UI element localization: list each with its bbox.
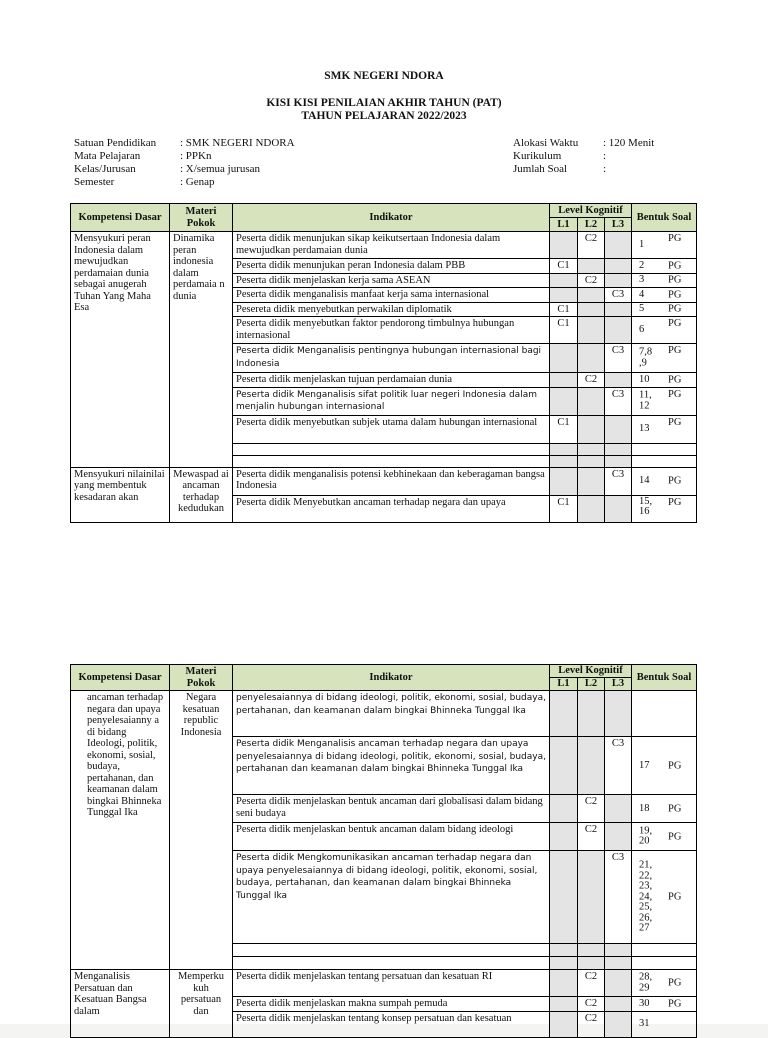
l1-cell: C1 [550, 495, 578, 522]
soal-type: PG [668, 802, 682, 814]
l1-cell [550, 691, 578, 737]
l1-cell [550, 387, 578, 415]
bentuk-cell [632, 997, 697, 1012]
soal-type: PG [668, 233, 682, 244]
bentuk-cell [632, 232, 697, 259]
l2-cell [578, 851, 605, 944]
l1-cell [550, 823, 578, 851]
meta-value-jumlah-soal: : [603, 163, 607, 175]
indikator-cell: Peserta didik menyebutkan subjek utama dalam hubungan internasional [233, 415, 550, 443]
meta-label-alokasi: Alokasi Waktu [513, 137, 579, 149]
meta-label-kurikulum: Kurikulum [513, 150, 562, 162]
l2-cell [578, 415, 605, 443]
soal-number: 6 [639, 324, 645, 335]
meta-value-alokasi: : 120 Menit [603, 137, 655, 149]
header-l3: L3 [605, 218, 632, 232]
bentuk-cell [632, 387, 697, 415]
indikator-cell: Peserta didik menjelaskan tujuan perdamaian dunia [233, 373, 550, 388]
l3-cell: C3 [605, 737, 632, 795]
bentuk-cell [632, 288, 697, 303]
soal-number: 5 [639, 303, 645, 315]
soal-type: PG [668, 388, 682, 400]
bentuk-cell [632, 415, 697, 443]
soal-type: PG [668, 318, 682, 329]
l2-cell: C2 [578, 373, 605, 388]
l2-cell: C2 [578, 273, 605, 288]
meta-label-jumlah-soal: Jumlah Soal [513, 163, 568, 175]
l3-cell [605, 691, 632, 737]
soal-number: 10 [639, 373, 650, 385]
indikator-cell: Peserta didik menjelaskan bentuk ancaman dalam bidang ideologi [233, 823, 550, 851]
kd-cell: Mensyukuri nilainilai yang membentuk kesadaran akan [71, 467, 170, 522]
bentuk-cell [632, 302, 697, 317]
l1-cell: C1 [550, 415, 578, 443]
soal-number: 11, 12 [639, 389, 652, 411]
soal-number: 28, 29 [639, 971, 653, 993]
header-l2: L2 [578, 678, 605, 691]
soal-number: 21, 22, 23, 24, 25, 26, 27 [639, 859, 653, 934]
meta-label-satuan: Satuan Pendidikan [74, 137, 157, 149]
soal-type: PG [668, 891, 682, 903]
bentuk-cell [632, 373, 697, 388]
l3-cell [605, 997, 632, 1012]
l2-cell [578, 317, 605, 344]
l3-cell [605, 970, 632, 997]
soal-type: PG [668, 416, 682, 428]
soal-type: PG [668, 260, 682, 271]
l3-cell [605, 373, 632, 388]
l3-cell: C3 [605, 387, 632, 415]
l1-cell: C1 [550, 259, 578, 274]
l3-cell: C3 [605, 851, 632, 944]
soal-number: 2 [639, 259, 645, 271]
soal-number: 31 [639, 1018, 650, 1029]
school-name: SMK NEGERI NDORA [324, 70, 444, 82]
soal-number: 15, 16 [639, 495, 653, 517]
bentuk-cell [632, 691, 697, 737]
table-row [71, 467, 697, 495]
indikator-cell: Peserta didik Menganalisis ancaman terhadap negara dan upaya penyelesaiannya di bidang ideologi, politik, ekonomi, sosial, budaya, pertahanan dan keamanan dalam bingkai Bhinneka Tunggal Ika [233, 737, 550, 795]
document-title: KISI KISI PENILAIAN AKHIR TAHUN (PAT) [266, 97, 502, 109]
l2-cell: C2 [578, 997, 605, 1012]
indikator-cell: Peserta didik menunjukan peran Indonesia dalam PBB [233, 259, 550, 274]
l1-cell [550, 970, 578, 997]
bentuk-cell [632, 1011, 697, 1037]
soal-number: 4 [639, 288, 645, 300]
bentuk-cell [632, 970, 697, 997]
l2-cell [578, 387, 605, 415]
l2-cell: C2 [578, 232, 605, 259]
l3-cell: C3 [605, 344, 632, 373]
l1-cell: C1 [550, 317, 578, 344]
header-materi-pokok: Materi Pokok [170, 665, 233, 691]
kd-cell: ancaman terhadap negara dan upaya penyelesaianny a di bidang Ideologi, politik, ekonomi, sosial, budaya, pertahanan, dan keamanan dalam bingkai Bhinneka Tunggal Ika [71, 691, 170, 970]
header-kompetensi-dasar: Kompetensi Dasar [71, 665, 170, 691]
meta-label-kelas: Kelas/Jurusan [74, 163, 136, 175]
table-row [71, 232, 697, 259]
l2-cell: C2 [578, 823, 605, 851]
meta-value-mapel: : PPKn [180, 150, 212, 162]
l1-cell [550, 1011, 578, 1037]
l3-cell [605, 232, 632, 259]
soal-number: 3 [639, 274, 645, 286]
l2-cell [578, 288, 605, 303]
soal-type: PG [668, 475, 682, 487]
l2-cell [578, 344, 605, 373]
soal-number: 1 [639, 239, 645, 250]
soal-type: PG [668, 374, 682, 385]
l1-cell [550, 467, 578, 495]
l3-cell: C3 [605, 467, 632, 495]
header-l1: L1 [550, 218, 578, 232]
l1-cell [550, 288, 578, 303]
soal-type: PG [668, 998, 682, 1009]
indikator-cell: Peserta didik menyebutkan faktor pendorong timbulnya hubungan internasional [233, 317, 550, 344]
indikator-cell: Pesereta didik menyebutkan perwakilan diplomatik [233, 302, 550, 317]
indikator-cell: Peserta didik menjelaskan bentuk ancaman dari globalisasi dalam bidang seni budaya [233, 795, 550, 823]
l2-cell [578, 737, 605, 795]
kisi-table-2 [70, 664, 697, 1038]
soal-type: PG [668, 759, 682, 771]
l3-cell [605, 317, 632, 344]
header-indikator: Indikator [233, 665, 550, 691]
l1-cell [550, 997, 578, 1012]
soal-type: PG [668, 977, 682, 989]
meta-value-satuan: : SMK NEGERI NDORA [180, 137, 295, 149]
bentuk-cell [632, 495, 697, 522]
header-level-kognitif: Level Kognitif [550, 204, 632, 218]
bentuk-cell [632, 795, 697, 823]
l3-cell [605, 1011, 632, 1037]
bentuk-cell [632, 737, 697, 795]
meta-value-kelas: : X/semua jurusan [180, 163, 261, 175]
header-l1: L1 [550, 678, 578, 691]
academic-year: TAHUN PELAJARAN 2022/2023 [301, 110, 467, 122]
soal-number: 30 [639, 997, 650, 1009]
l1-cell [550, 795, 578, 823]
l3-cell [605, 823, 632, 851]
header-level-kognitif: Level Kognitif [550, 665, 632, 678]
indikator-cell: Peserta didik menjelaskan tentang konsep persatuan dan kesatuan [233, 1011, 550, 1037]
soal-number: 14 [639, 475, 650, 486]
l3-cell [605, 259, 632, 274]
indikator-cell: Peserta didik Menyebutkan ancaman terhadap negara dan upaya [233, 495, 550, 522]
l1-cell [550, 373, 578, 388]
header-bentuk-soal: Bentuk Soal [632, 204, 697, 232]
indikator-cell: Peserta didik Menganalisis sifat politik luar negeri Indonesia dalam menjalin hubungan internasional [233, 387, 550, 415]
l3-cell: C3 [605, 288, 632, 303]
soal-type: PG [668, 274, 682, 286]
meta-label-mapel: Mata Pelajaran [74, 150, 141, 162]
soal-type: PG [668, 345, 682, 356]
bentuk-cell [632, 851, 697, 944]
l2-cell [578, 495, 605, 522]
indikator-cell: Peserta didik menjelaskan makna sumpah pemuda [233, 997, 550, 1012]
indikator-cell: Peserta didik menganalisis manfaat kerja sama internasional [233, 288, 550, 303]
kd-cell: Mensyukuri peran Indonesia dalam mewujudkan perdamaian dunia sebagai anugerah Tuhan Yang Maha Esa [71, 232, 170, 468]
table-row [71, 691, 697, 737]
l1-cell [550, 344, 578, 373]
header-bentuk-soal: Bentuk Soal [632, 665, 697, 691]
soal-number: 13 [639, 423, 650, 434]
l3-cell [605, 302, 632, 317]
l1-cell [550, 273, 578, 288]
header-indikator: Indikator [233, 204, 550, 232]
l2-cell [578, 467, 605, 495]
materi-cell: Memperku kuh persatuan dan [170, 970, 233, 1038]
l2-cell: C2 [578, 970, 605, 997]
header-materi-pokok: Materi Pokok [170, 204, 233, 232]
indikator-cell: Peserta didik menunjukan sikap keikutsertaan Indonesia dalam mewujudkan perdamaian dunia [233, 232, 550, 259]
indikator-cell: Peserta didik menganalisis potensi kebhinekaan dan keberagaman bangsa Indonesia [233, 467, 550, 495]
kisi-table-1 [70, 203, 697, 523]
soal-type: PG [668, 496, 682, 508]
indikator-cell: Peserta didik Menganalisis pentingnya hubungan internasional bagi Indonesia [233, 344, 550, 373]
soal-type: PG [668, 289, 682, 300]
l2-cell: C2 [578, 1011, 605, 1037]
materi-cell: Mewaspad ai ancaman terhadap kedudukan [170, 467, 233, 522]
soal-number: 19, 20 [639, 825, 653, 847]
bentuk-cell [632, 823, 697, 851]
table-row [71, 970, 697, 997]
soal-type: PG [668, 303, 682, 315]
meta-value-semester: : Genap [180, 176, 215, 188]
indikator-cell: penyelesaiannya di bidang ideologi, politik, ekonomi, sosial, budaya, pertahanan, dan keamanan dalam bingkai Bhinneka Tunggal Ika [233, 691, 550, 737]
materi-cell: Negara kesatuan republic Indonesia [170, 691, 233, 970]
header-kompetensi-dasar: Kompetensi Dasar [71, 204, 170, 232]
bentuk-cell [632, 273, 697, 288]
l2-cell: C2 [578, 795, 605, 823]
bentuk-cell [632, 344, 697, 373]
l3-cell [605, 795, 632, 823]
soal-number: 7,8 ,9 [639, 346, 653, 368]
kd-cell: Menganalisis Persatuan dan Kesatuan Bangsa dalam [71, 970, 170, 1038]
l1-cell [550, 232, 578, 259]
l2-cell [578, 259, 605, 274]
l3-cell [605, 273, 632, 288]
indikator-cell: Peserta didik menjelaskan kerja sama ASEAN [233, 273, 550, 288]
l2-cell [578, 302, 605, 317]
header-l3: L3 [605, 678, 632, 691]
bentuk-cell [632, 467, 697, 495]
l2-cell [578, 691, 605, 737]
l3-cell [605, 415, 632, 443]
bentuk-cell [632, 259, 697, 274]
soal-type: PG [668, 830, 682, 842]
indikator-cell: Peserta didik Mengkomunikasikan ancaman terhadap negara dan upaya penyelesaiannya di bidang ideologi, politik, ekonomi, sosial, budaya, pertahanan, dan keamanan dalam bingkai Bhinneka Tunggal Ika [233, 851, 550, 944]
bentuk-cell [632, 317, 697, 344]
soal-number: 18 [639, 802, 650, 814]
meta-label-semester: Semester [74, 176, 115, 188]
l1-cell [550, 737, 578, 795]
l1-cell [550, 851, 578, 944]
indikator-cell: Peserta didik menjelaskan tentang persatuan dan kesatuan RI [233, 970, 550, 997]
l3-cell [605, 495, 632, 522]
l1-cell: C1 [550, 302, 578, 317]
header-l2: L2 [578, 218, 605, 232]
soal-number: 17 [639, 759, 650, 771]
materi-cell: Dinamika peran indonesia dalam perdamaia n dunia [170, 232, 233, 468]
meta-value-kurikulum: : [603, 150, 607, 162]
